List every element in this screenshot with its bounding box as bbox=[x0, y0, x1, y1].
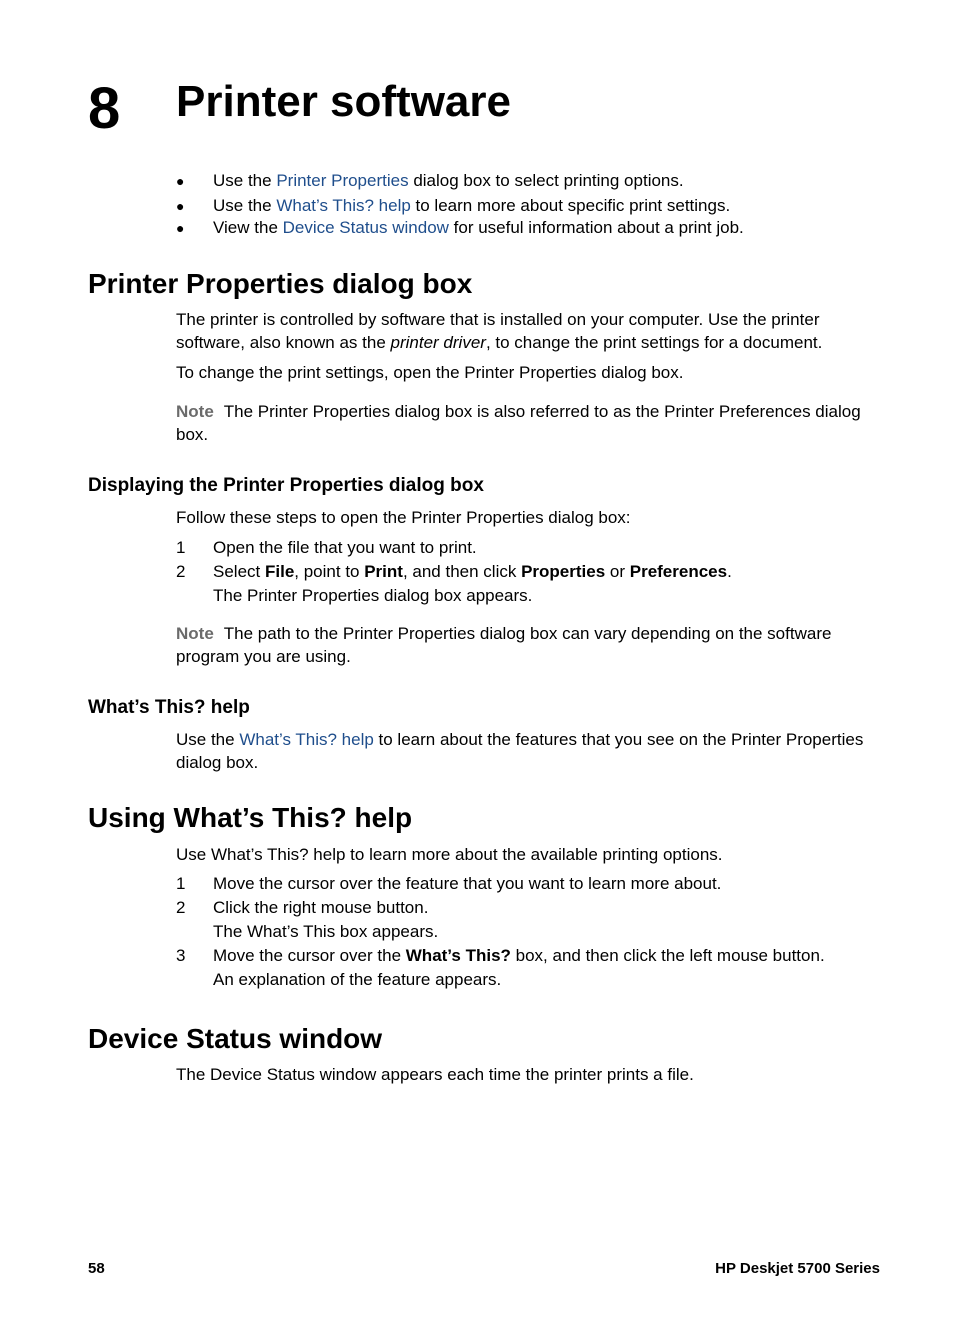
step-number: 3 bbox=[176, 946, 186, 965]
note-label: Note bbox=[176, 624, 214, 643]
section-paragraph: The Device Status window appears each time the printer prints a file. bbox=[176, 1065, 694, 1084]
paragraph-text: The printer is controlled by software that is installed on your computer. Use the printer software, also known as the bbox=[176, 310, 820, 352]
note bbox=[176, 400, 888, 446]
paragraph-text: to learn about the features that you see on the Printer Properties dialog box. bbox=[176, 730, 864, 772]
note bbox=[176, 622, 888, 668]
step-text-part: or bbox=[605, 562, 630, 581]
subsection-heading-displaying: Displaying the Printer Properties dialog box bbox=[88, 475, 484, 496]
bullet-text-post: to learn more about specific print settings. bbox=[410, 196, 731, 215]
step-number: 1 bbox=[176, 874, 186, 893]
step-number: 1 bbox=[176, 538, 186, 557]
section-paragraph bbox=[176, 728, 888, 774]
step-keyword: File bbox=[264, 562, 295, 581]
bullet-text-post: dialog box to select printing options. bbox=[408, 171, 684, 190]
bullet-text-post: for useful information about a print job. bbox=[448, 218, 744, 237]
chapter-number: 8 bbox=[88, 76, 121, 141]
device-status-window-link[interactable]: Device Status window bbox=[282, 218, 449, 237]
list-item bbox=[176, 872, 888, 896]
section-paragraph: Follow these steps to open the Printer Properties dialog box: bbox=[176, 508, 631, 527]
step-text-part: Move the cursor over the bbox=[213, 946, 406, 965]
list-item bbox=[176, 195, 896, 217]
step-keyword: Properties bbox=[521, 562, 606, 581]
bullet-text-pre: Use the bbox=[213, 171, 277, 190]
paragraph-text: , to change the print settings for a document. bbox=[485, 333, 823, 352]
step-number: 2 bbox=[176, 898, 186, 917]
list-item bbox=[176, 896, 888, 944]
page-number: 58 bbox=[88, 1260, 105, 1277]
step-text: Move the cursor over the feature that you want to learn more about. bbox=[213, 874, 722, 893]
list-item bbox=[176, 560, 888, 608]
section-heading-printer-properties: Printer Properties dialog box bbox=[88, 268, 473, 299]
step-text bbox=[213, 946, 825, 965]
step-text-part: . bbox=[727, 562, 732, 581]
whats-this-help-link[interactable]: What’s This? help bbox=[239, 730, 374, 749]
step-text-part: , and then click bbox=[402, 562, 522, 581]
bullet-text-pre: Use the bbox=[213, 196, 277, 215]
intro-bullet-list bbox=[176, 170, 896, 239]
step-number: 2 bbox=[176, 562, 186, 581]
step-result: The Printer Properties dialog box appears. bbox=[213, 586, 533, 605]
step-keyword: Preferences bbox=[629, 562, 728, 581]
whats-this-help-link[interactable]: What’s This? help bbox=[276, 196, 411, 215]
note-label: Note bbox=[176, 402, 214, 421]
bullet-icon: ● bbox=[176, 220, 185, 236]
step-text-part: Select bbox=[213, 562, 265, 581]
product-name: HP Deskjet 5700 Series bbox=[715, 1260, 880, 1277]
emphasis-text: printer driver bbox=[390, 333, 486, 352]
section-heading-using-whats-this: Using What’s This? help bbox=[88, 802, 413, 833]
subsection-heading-whats-this: What’s This? help bbox=[88, 697, 250, 718]
printer-properties-link[interactable]: Printer Properties bbox=[276, 171, 409, 190]
list-item bbox=[176, 536, 888, 560]
step-keyword: What’s This? bbox=[405, 946, 511, 965]
section-paragraph: Use What’s This? help to learn more about the available printing options. bbox=[176, 845, 723, 864]
step-text-part: , point to bbox=[294, 562, 365, 581]
note-text: The path to the Printer Properties dialog box can vary depending on the software program you are using. bbox=[176, 624, 832, 666]
step-text bbox=[213, 562, 732, 581]
section-paragraph: To change the print settings, open the Printer Properties dialog box. bbox=[176, 363, 684, 382]
step-text: Click the right mouse button. bbox=[213, 898, 429, 917]
section-paragraph bbox=[176, 308, 888, 354]
step-keyword: Print bbox=[364, 562, 403, 581]
list-item bbox=[176, 944, 888, 992]
steps-list bbox=[176, 536, 888, 608]
note-text: The Printer Properties dialog box is also referred to as the Printer Preferences dialog box. bbox=[176, 402, 861, 444]
section-heading-device-status: Device Status window bbox=[88, 1023, 383, 1054]
step-text: Open the file that you want to print. bbox=[213, 538, 477, 557]
bullet-icon: ● bbox=[176, 198, 185, 214]
list-item bbox=[176, 217, 896, 239]
paragraph-text: Use the bbox=[176, 730, 240, 749]
step-text-part: box, and then click the left mouse button. bbox=[510, 946, 825, 965]
bullet-icon: ● bbox=[176, 173, 185, 189]
step-result: An explanation of the feature appears. bbox=[213, 970, 502, 989]
chapter-title: Printer software bbox=[176, 77, 511, 126]
steps-list bbox=[176, 872, 888, 992]
list-item bbox=[176, 170, 896, 192]
bullet-text-pre: View the bbox=[213, 218, 283, 237]
step-result: The What’s This box appears. bbox=[213, 922, 439, 941]
